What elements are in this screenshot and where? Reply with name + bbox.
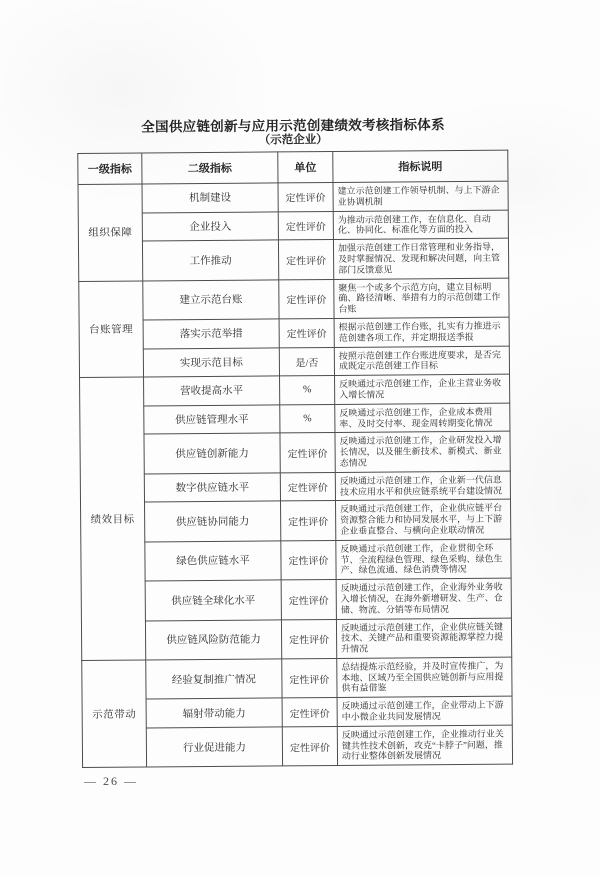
indicator-cell: 供应链管理水平 [144,405,280,435]
description-cell: 反映通过示范创建工作，企业带动上下游中小微企业共同发展情况 [337,696,512,726]
indicator-cell: 供应链风险防范能力 [145,619,281,659]
indicator-cell: 行业促进能力 [146,727,282,767]
description-cell: 反映通过示范创建工作，企业贯彻全环节、全流程绿色管理、绿色采购、绿色生产、绿色流通、绿色消费等情况 [336,539,511,580]
table-row [79,278,509,321]
description-cell: 反映通过示范创建工作，企业供应链平台资源整合能力和协同发展水平，与上下游企业垂直整合、与横向企业联动情况 [335,499,510,540]
table-row [81,499,511,542]
table-row [82,696,512,728]
unit-cell: 定性评价 [279,279,334,319]
indicator-cell: 绿色供应链水平 [145,541,281,581]
page-number: — 26 — [84,774,138,788]
table-row [81,578,511,621]
indicator-cell: 落实示范举措 [143,319,279,349]
description-cell: 反映通过示范创建工作，企业供应链关键技术、关键产品和重要资源能源掌控力提升情况 [336,618,511,659]
table-row [81,618,511,661]
description-cell: 反映通过示范创建工作，企业新一代信息技术应用水平和供应链系统平台建设情况 [335,471,510,501]
table-row [80,403,510,435]
table-row [79,346,509,378]
indicator-cell: 辐射带动能力 [146,698,282,728]
group-label-organization: 组织保障 [78,184,143,281]
indicator-cell: 机制建设 [142,183,278,213]
description-cell: 反映通过示范创建工作，企业研发投入增长情况，以及催生新技术、新模式、新业态情况 [335,431,510,472]
unit-cell: 定性评价 [278,182,333,211]
description-cell: 总结提炼示范经验，并及时宣传推广，为本地、区域乃至全国供应链创新与应用提供有益借鉴 [337,657,512,698]
unit-cell: 定性评价 [281,580,336,620]
indicator-cell: 建立示范台账 [143,279,279,319]
table-row [79,317,509,349]
column-header-level1: 一级指标 [78,153,142,185]
indicator-cell: 企业投入 [142,212,278,242]
indicator-cell: 经验复制推广情况 [146,659,282,699]
indicator-cell: 供应链创新能力 [144,433,280,473]
group-label-demonstration: 示范带动 [82,660,147,768]
description-cell: 加强示范创建工作日常管理和业务指导，及时掌握情况、发现和解决问题，向主管部门反馈意见 [333,238,508,279]
description-cell: 反映通过示范创建工作，企业成本费用率、及时交付率、现金周转期变化情况 [335,403,510,433]
table-row [78,238,508,281]
column-header-unit: 单位 [278,151,333,182]
document-subtitle: （示范企业） [258,134,328,147]
table-row [81,539,511,582]
unit-cell: 定性评价 [280,472,335,501]
description-cell: 建立示范创建工作领导机制、与上下游企业协调机制 [333,181,508,211]
unit-cell: 定性评价 [281,540,336,580]
table-header-row [78,150,508,184]
unit-cell: 定性评价 [282,726,337,766]
group-label-performance: 绩效目标 [80,377,146,660]
table-row [82,657,512,700]
indicator-cell: 数字供应链水平 [144,473,280,503]
column-header-level2: 二级指标 [142,152,278,184]
description-cell: 根据示范创建工作台账，扎实有力推进示范创建各项工作，并定期报送季报 [334,317,509,347]
unit-cell: 定性评价 [280,433,335,473]
unit-cell: 定性评价 [282,658,337,698]
description-cell: 为推动示范创建工作，在信息化、自动化、协同化、标准化等方面的投入 [333,210,508,240]
indicator-cell: 实现示范目标 [143,347,279,377]
unit-cell: 定性评价 [282,698,337,727]
description-cell: 按照示范创建工作台账进度要求，是否完成既定示范创建工作目标 [334,346,509,376]
table-row [80,471,510,503]
indicator-table [77,150,513,769]
unit-cell: % [280,376,335,405]
table-row [80,374,510,406]
unit-cell: 定性评价 [281,619,336,659]
table-row [78,210,508,242]
document-content [76,117,515,769]
table-row [80,431,510,474]
unit-cell: 定性评价 [278,211,333,240]
document-title: 全国供应链创新与应用示范创建绩效考核指标体系 [141,117,445,135]
indicator-cell: 供应链全球化水平 [145,580,281,620]
description-cell: 反映通过示范创建工作，企业推动行业关键共性技术创新，攻克“卡脖子”问题，推动行业整体创新发展情况 [337,725,512,766]
unit-cell: 定性评价 [278,240,333,280]
table-row [82,725,512,768]
unit-cell: 是/否 [279,347,334,376]
indicator-cell: 供应链协同能力 [145,501,281,541]
unit-cell: % [280,404,335,433]
description-cell: 反映通过示范创建工作，企业主营业务收入增长情况 [335,374,510,404]
description-cell: 聚焦一个或多个示范方向，建立目标明确、路径清晰、举措有力的示范创建工作台账 [334,278,509,319]
unit-cell: 定性评价 [279,318,334,347]
group-label-ledger: 台账管理 [79,281,144,378]
column-header-description: 指标说明 [333,150,508,182]
description-cell: 反映通过示范创建工作，企业海外业务收入增长情况，在海外新增研发、生产、仓储、物流、分销等布局情况 [336,578,511,619]
indicator-cell: 营收提高水平 [144,376,280,406]
table-row [78,181,508,213]
unit-cell: 定性评价 [281,501,336,541]
indicator-cell: 工作推动 [142,240,278,280]
